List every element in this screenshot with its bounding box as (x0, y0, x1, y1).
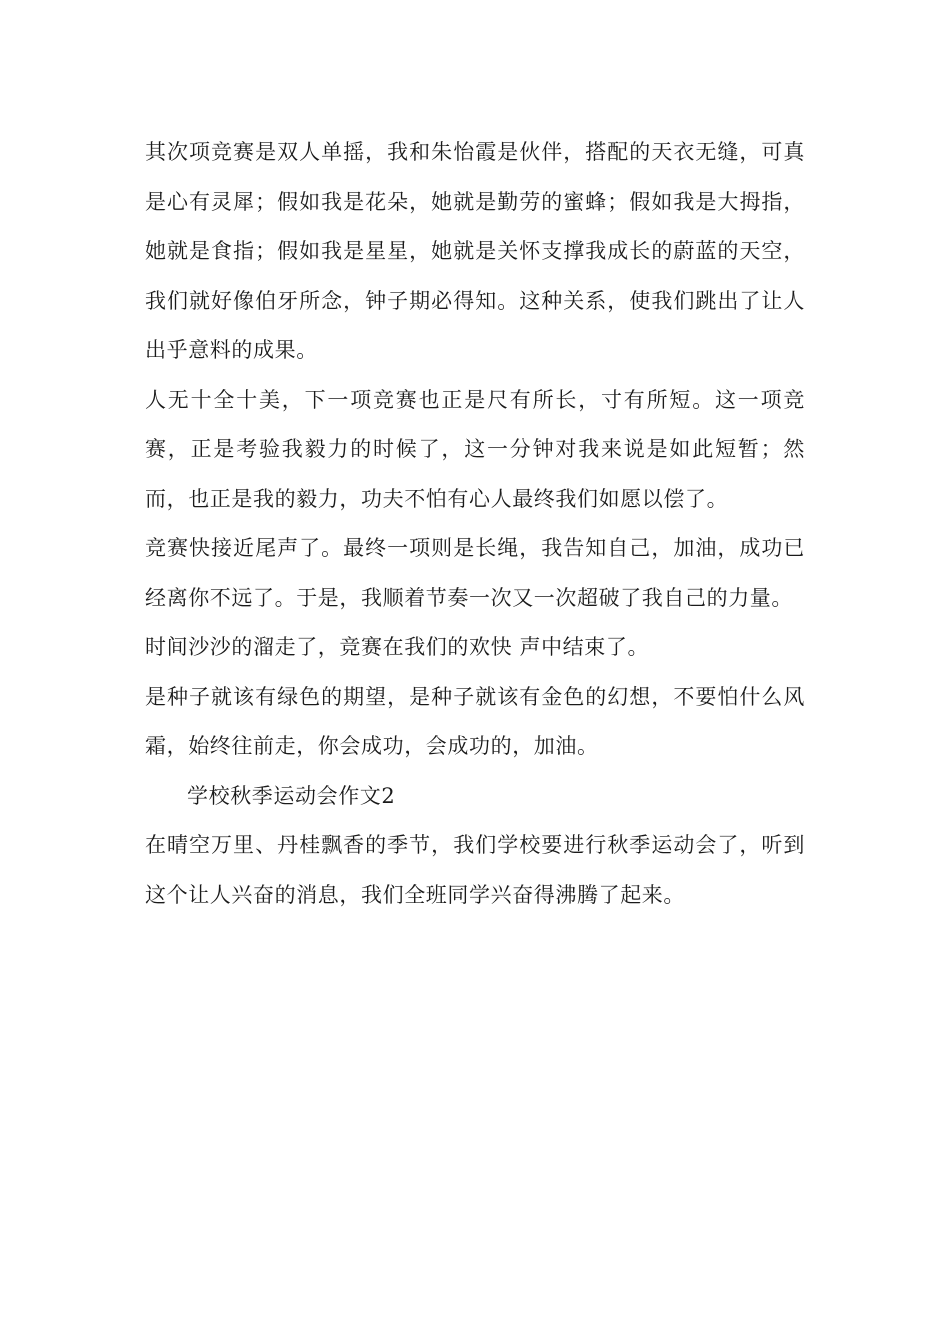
paragraph-autumn-intro: 在晴空万里、丹桂飘香的季节，我们学校要进行秋季运动会了，听到这个让人兴奋的消息，我们全班同学兴奋得沸腾了起来。 (145, 833, 805, 907)
paragraph-second-event: 其次项竞赛是双人单摇，我和朱怡霞是伙伴，搭配的天衣无缝，可真是心有灵犀；假如我是花朵，她就是勤劳的蜜蜂；假如我是大拇指，她就是食指；假如我是星星，她就是关怀支撑我成长的蔚蓝的天空，我们就好像伯牙所念，钟子期必得知。这种关系，使我们跳出了让人出乎意料的成果。 (145, 140, 805, 362)
paragraph-next-event: 人无十全十美，下一项竞赛也正是尺有所长，寸有所短。这一项竞赛，正是考验我毅力的时候了，这一分钟对我来说是如此短暂；然而，也正是我的毅力，功夫不怕有心人最终我们如愿以偿了。 (145, 387, 805, 511)
paragraph-competition-end: 时间沙沙的溜走了，竞赛在我们的欢快 声中结束了。 (145, 635, 650, 659)
paragraph-long-rope: 竞赛快接近尾声了。最终一项则是长绳，我告知自己，加油，成功已经离你不远了。于是，我顺着节奏一次又一次超破了我自己的力量。 (145, 536, 805, 610)
section-title: 学校秋季运动会作文2 (187, 783, 396, 808)
paragraph-seed-hope: 是种子就该有绿色的期望，是种子就该有金色的幻想，不要怕什么风霜，始终往前走，你会成功，会成功的，加油。 (145, 684, 805, 758)
document-page (145, 128, 805, 920)
